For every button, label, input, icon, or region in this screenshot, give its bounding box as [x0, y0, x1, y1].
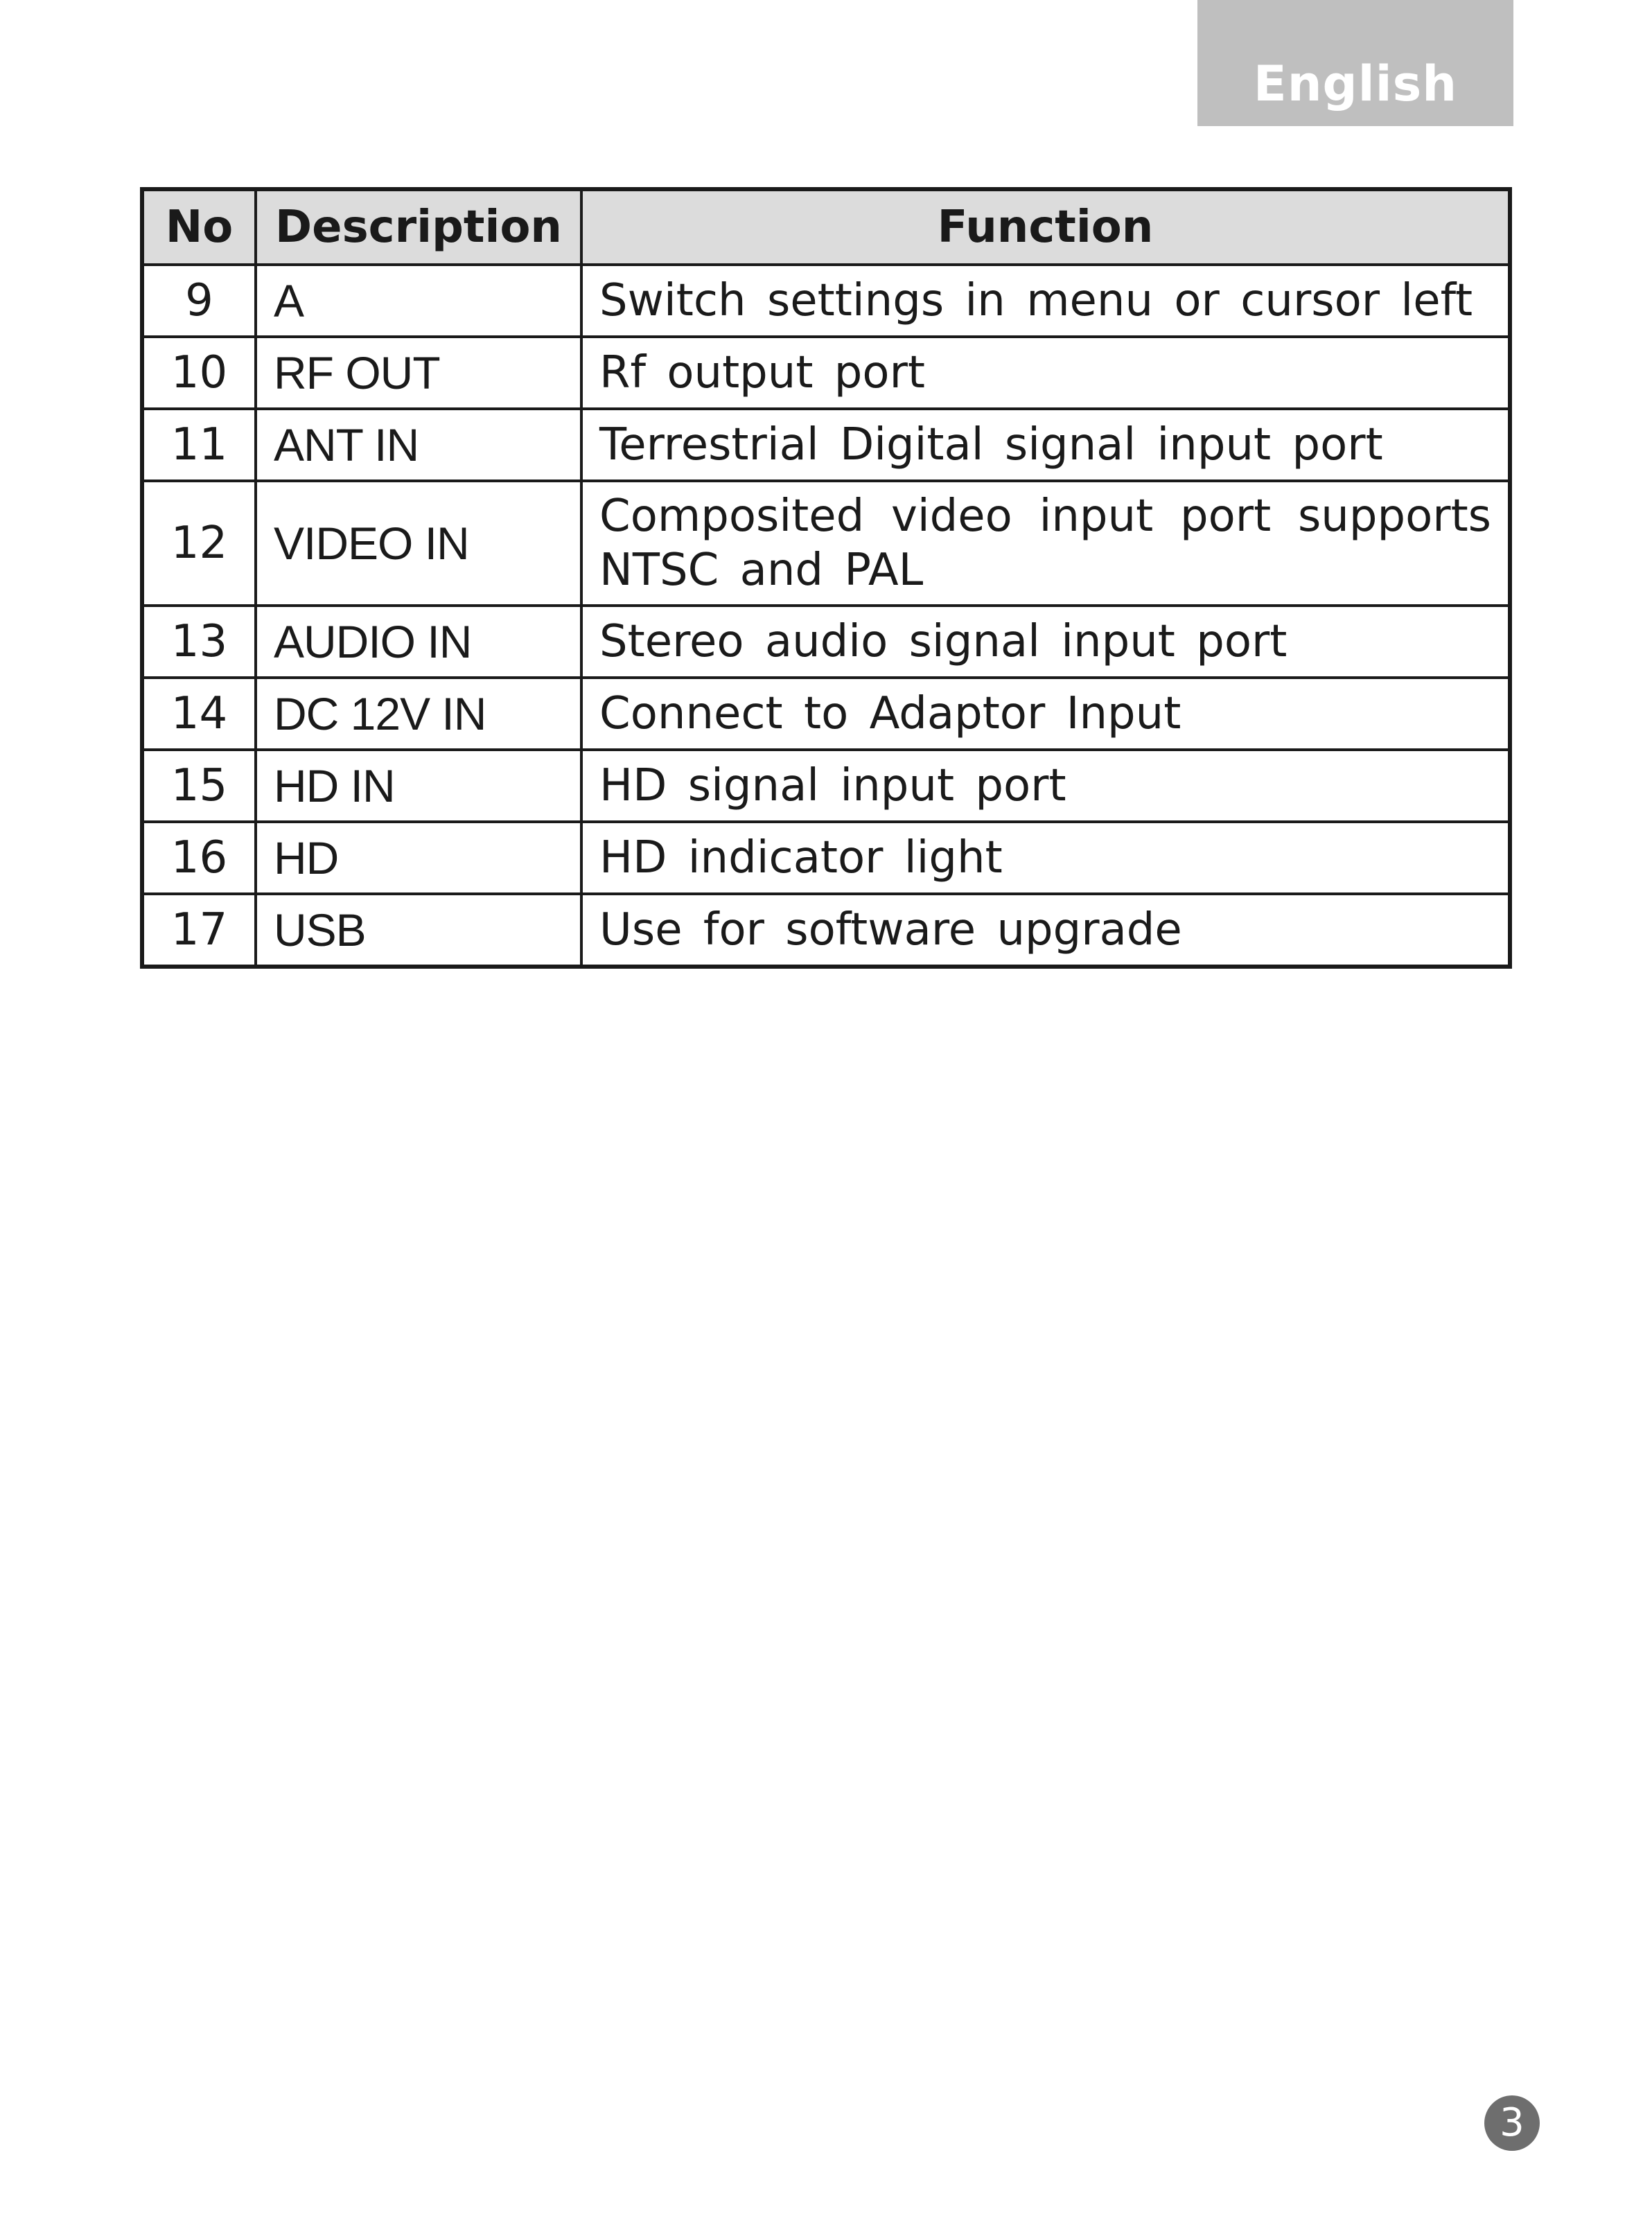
language-tab: English [1197, 0, 1513, 126]
row-no: 12 [142, 481, 256, 606]
table-row [142, 678, 1510, 750]
row-description: USB [256, 894, 581, 967]
row-description: A [256, 265, 581, 337]
header-description: Description [256, 189, 581, 265]
page-number-badge: 3 [1484, 2095, 1540, 2151]
table-row [142, 409, 1510, 481]
row-function: Connect to Adaptor Input [581, 678, 1510, 750]
table-row [142, 265, 1510, 337]
row-function: HD signal input port [581, 750, 1510, 822]
table-row [142, 750, 1510, 822]
row-no: 14 [142, 678, 256, 750]
row-function: Use for software upgrade [581, 894, 1510, 967]
port-description-table [140, 187, 1512, 969]
row-description: RF OUT [256, 337, 581, 409]
row-no: 10 [142, 337, 256, 409]
row-function: Composited video input port supports NTSC and PAL [581, 481, 1510, 606]
table-header-row [142, 189, 1510, 265]
row-description: HD IN [256, 750, 581, 822]
row-description: VIDEO IN [256, 481, 581, 606]
row-no: 11 [142, 409, 256, 481]
table-row [142, 481, 1510, 606]
row-description: HD [256, 822, 581, 894]
table-row [142, 606, 1510, 678]
table-row [142, 822, 1510, 894]
row-no: 17 [142, 894, 256, 967]
row-no: 13 [142, 606, 256, 678]
row-function: Switch settings in menu or cursor left [581, 265, 1510, 337]
row-description: DC 12V IN [256, 678, 581, 750]
row-description: ANT IN [256, 409, 581, 481]
header-no: No [142, 189, 256, 265]
row-no: 16 [142, 822, 256, 894]
row-function: Stereo audio signal input port [581, 606, 1510, 678]
row-no: 9 [142, 265, 256, 337]
row-no: 15 [142, 750, 256, 822]
row-function: Terrestrial Digital signal input port [581, 409, 1510, 481]
row-description: AUDIO IN [256, 606, 581, 678]
header-function: Function [581, 189, 1510, 265]
row-function: HD indicator light [581, 822, 1510, 894]
table-row [142, 894, 1510, 967]
row-function: Rf output port [581, 337, 1510, 409]
table-row [142, 337, 1510, 409]
